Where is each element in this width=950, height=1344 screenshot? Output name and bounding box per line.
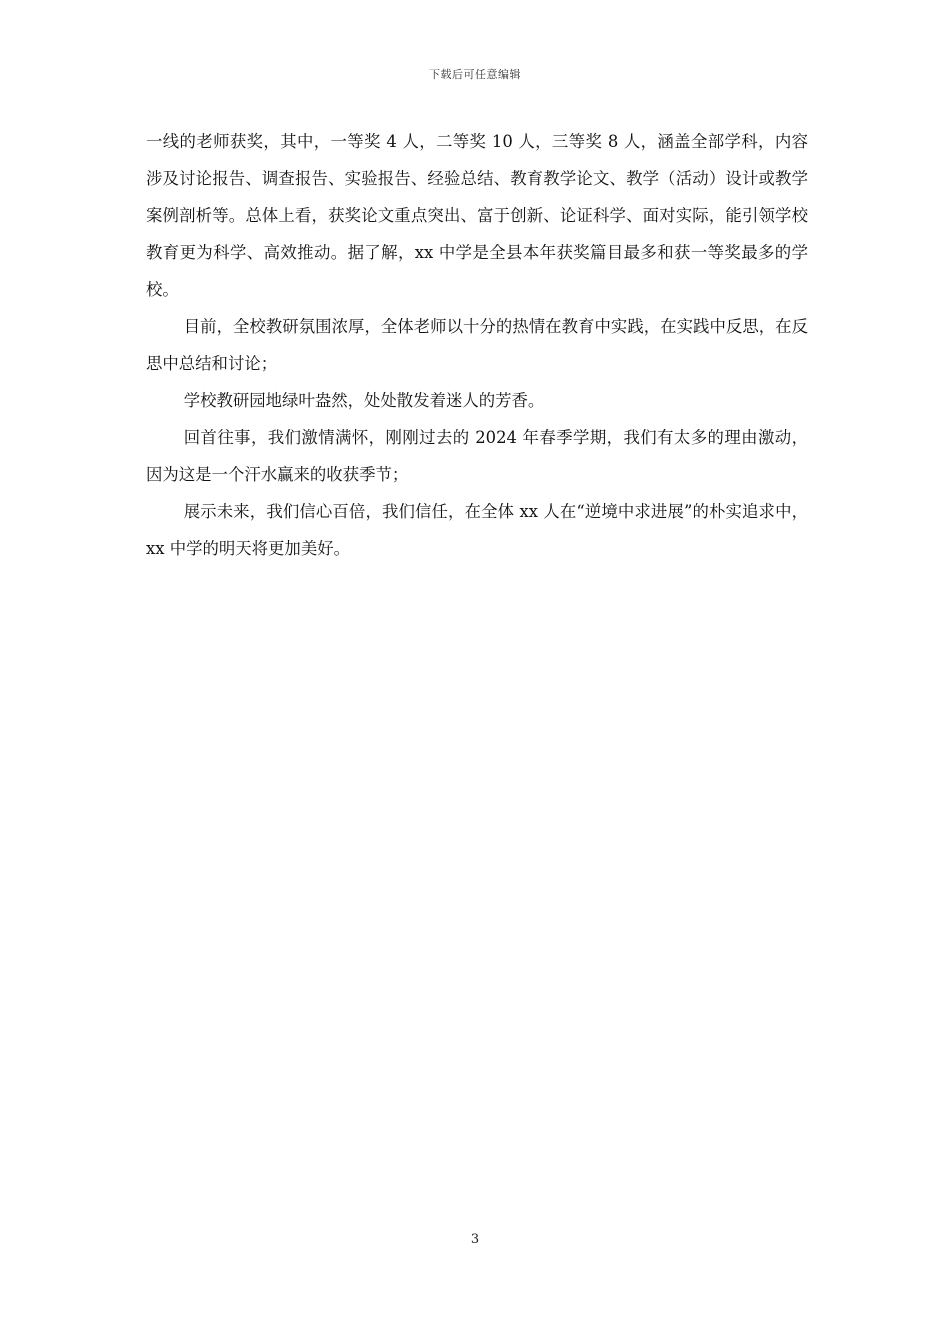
page-header: 下载后可任意编辑 <box>429 68 521 81</box>
paragraph-looking-forward: 展示未来，我们信心百倍，我们信任，在全体 xx 人在“逆境中求进展”的朴实追求中，xx 中学的明天将更加美好。 <box>146 502 808 558</box>
paragraph-research-garden: 学校教研园地绿叶盎然，处处散发着迷人的芳香。 <box>183 391 545 410</box>
paragraph-continuation: 一线的老师获奖，其中，一等奖 4 人，二等奖 10 人，三等奖 8 人，涵盖全部学科，内容涉及讨论报告、调查报告、实验报告、经验总结、教育教学论文、教学（活动）设计或教学案例剖析等。总体上看，获奖论文重点突出、富于创新、论证科学、面对实际，能引领学校教育更为科学、高效推动。据了解，xx 中学是全县本年获奖篇目最多和获一等奖最多的学校。 <box>146 132 808 299</box>
page-number: 3 <box>470 1232 480 1247</box>
paragraph-research-atmosphere: 目前，全校教研氛围浓厚，全体老师以十分的热情在教育中实践，在实践中反思，在反思中总结和讨论； <box>146 317 808 373</box>
document-body <box>146 123 808 567</box>
paragraph-looking-back: 回首往事，我们激情满怀，刚刚过去的 2024 年春季学期，我们有太多的理由激动，因为这是一个汗水赢来的收获季节； <box>146 428 808 484</box>
